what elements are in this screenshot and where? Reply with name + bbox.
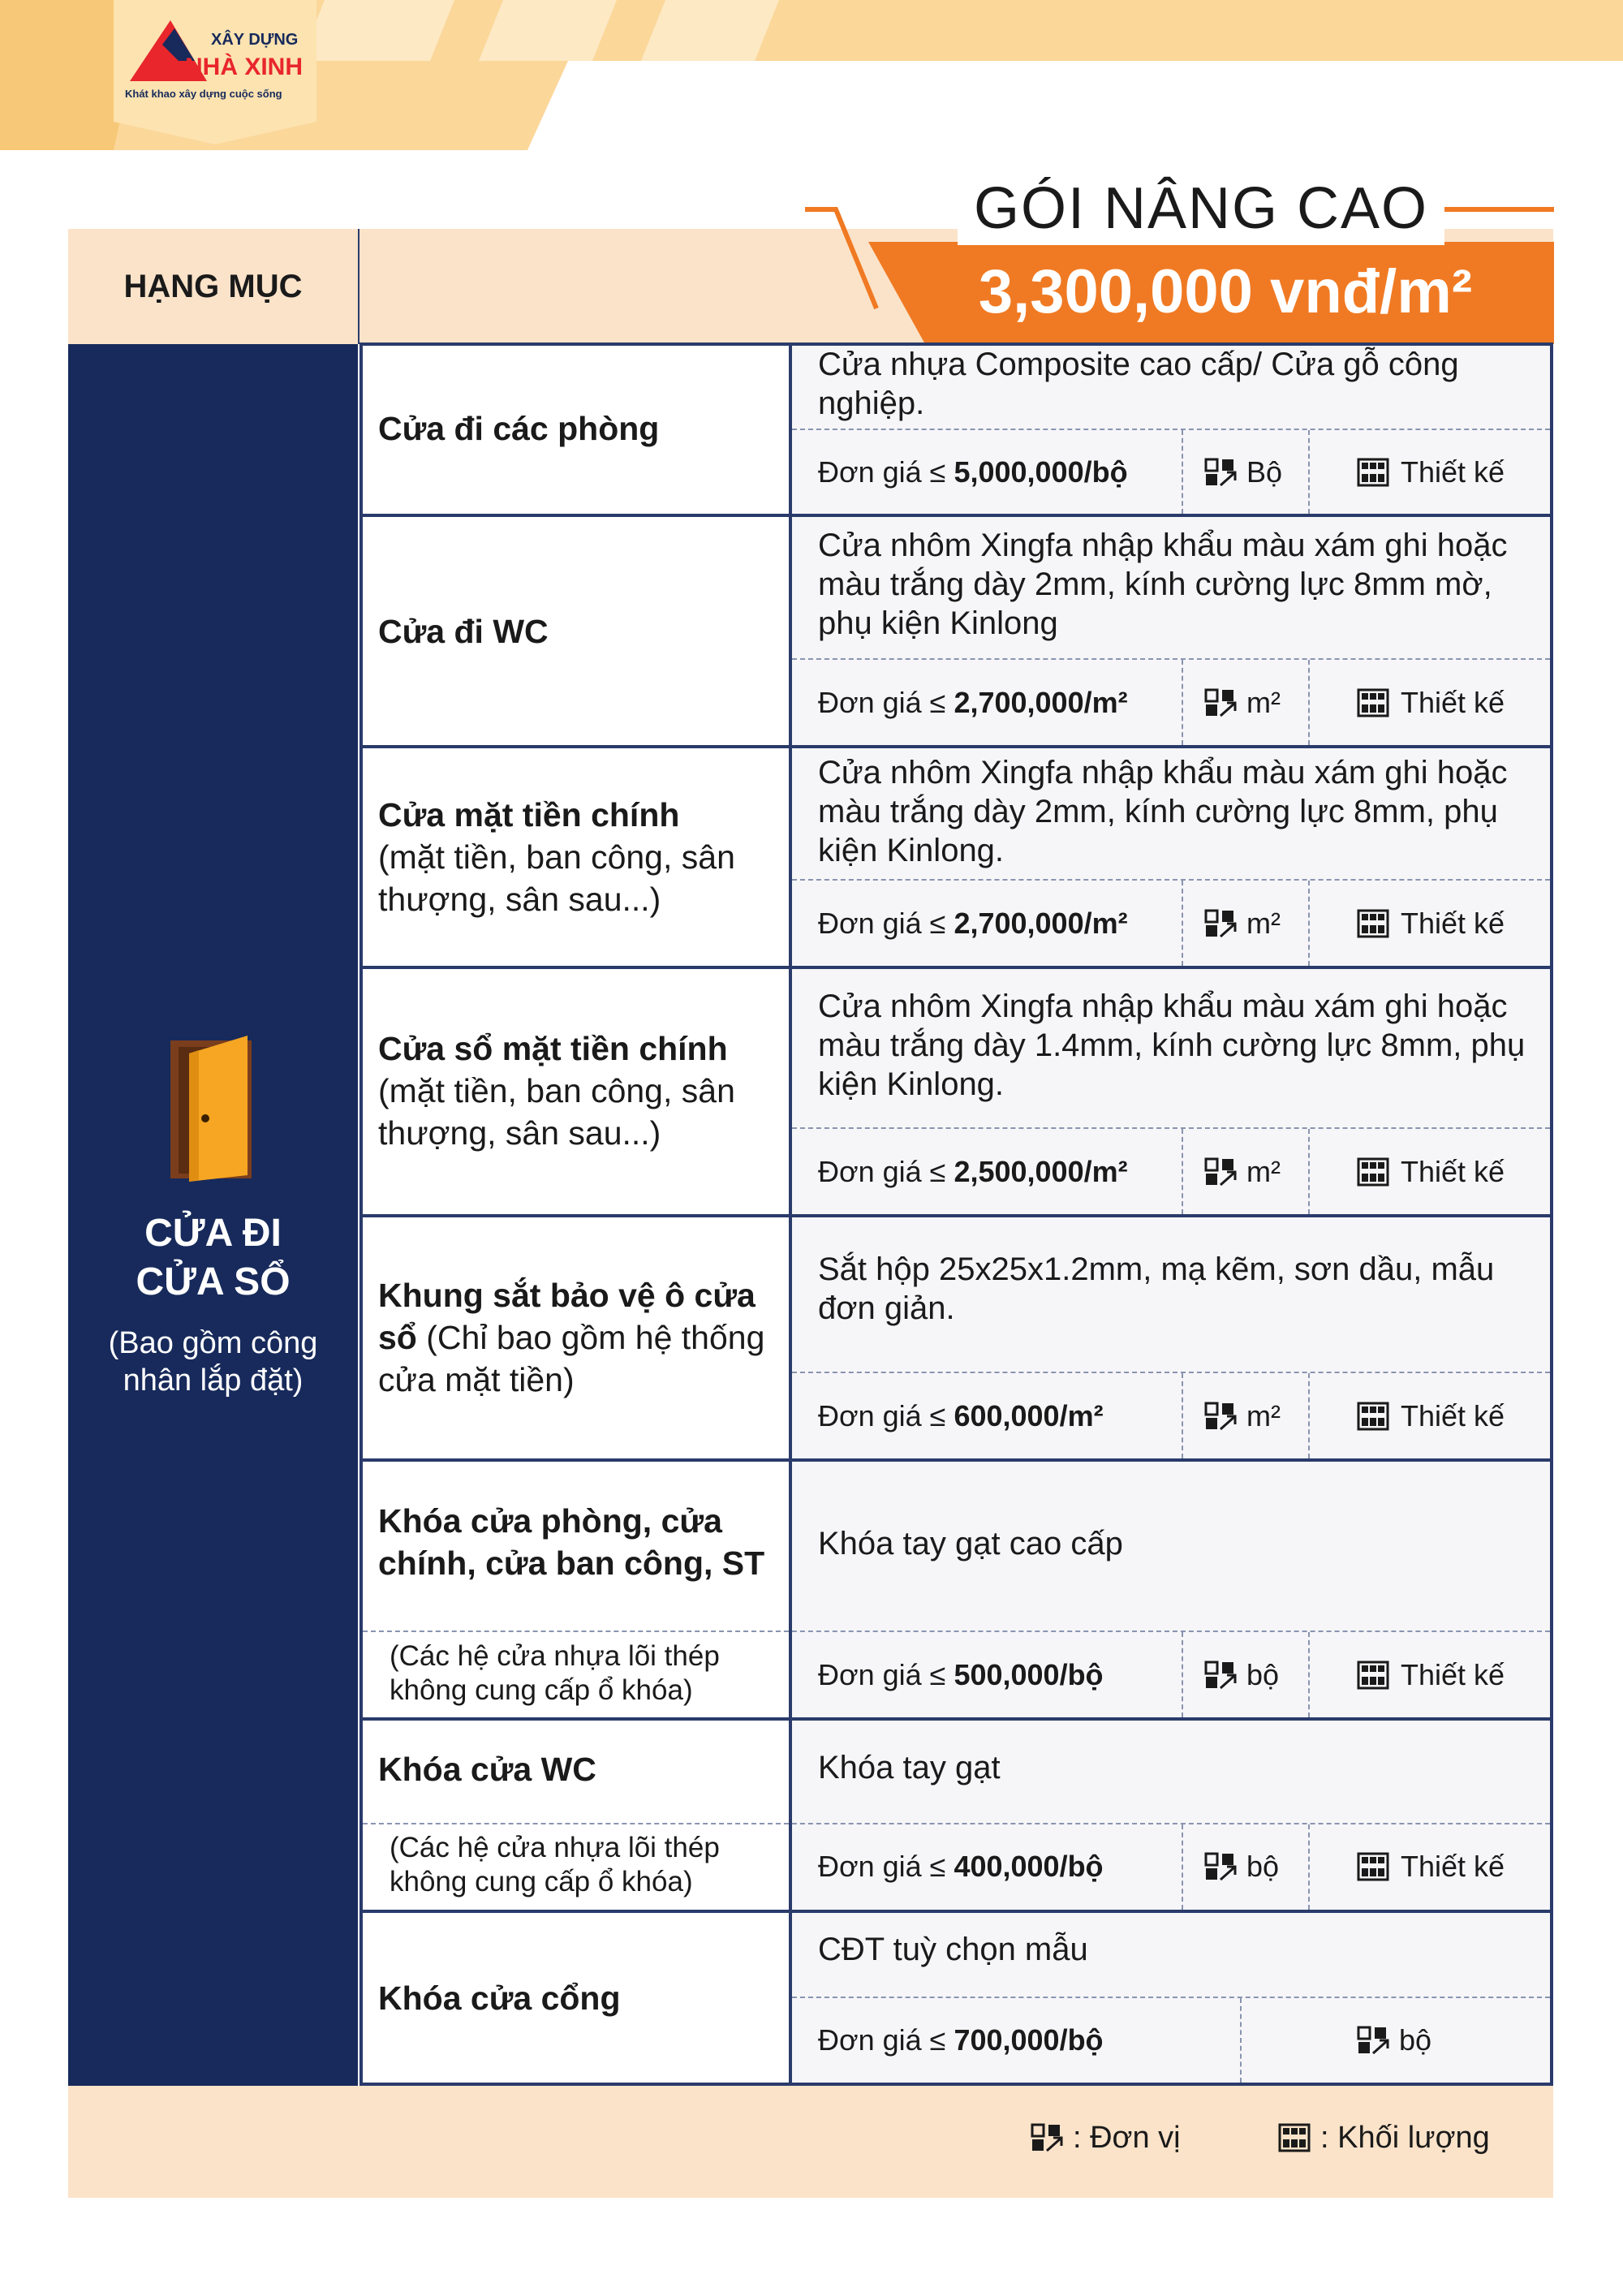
row-unit: bộ [1204,1849,1318,1885]
unit-icon [1204,1402,1237,1431]
row-item: Cửa sổ mặt tiền chính (mặt tiền, ban công, sân thượng, sân sau...) [378,1030,735,1152]
brand-slogan: Khát khao xây dựng cuộc sống [125,88,282,100]
sub-row-line [792,429,1550,430]
sub-row-line [792,1372,1550,1373]
sidebar-title: CỬA ĐI CỬA SỔ [136,1212,291,1303]
row-price: Đơn giá ≤ 2,500,000/m² [818,1155,1128,1188]
row-line [359,1458,1553,1462]
row-unit: Bộ [1204,454,1318,490]
unit-icon [1204,909,1237,938]
row-description: Khóa tay gạt cao cấp [818,1526,1123,1562]
unit-icon [1031,2123,1063,2152]
unit-icon [1204,458,1237,487]
unit-separator [1182,881,1183,966]
unit-separator [1182,430,1183,514]
row-description: Cửa nhựa Composite cao cấp/ Cửa gỗ công nghiệp. [818,347,1459,421]
row-price: Đơn giá ≤ 400,000/bộ [818,1850,1104,1883]
sub-row-line [792,658,1550,660]
volume-icon [1278,2123,1311,2152]
row-description: CĐT tuỳ chọn mẫu [818,1932,1088,1967]
unit-separator [1182,660,1183,745]
col-line [359,344,363,2086]
col-line [789,344,792,2086]
unit-separator [1182,1824,1183,1910]
row-price: Đơn giá ≤ 600,000/m² [818,1399,1104,1432]
category-header: HẠNG MỤC [123,268,303,304]
row-volume: Thiết kế [1357,1849,1535,1885]
row-unit: m² [1204,685,1318,721]
col-line [1550,344,1553,2086]
package-name: GÓI NÂNG CAO [958,172,1444,245]
door-icon [166,1031,260,1185]
row-unit: bộ [1357,2022,1470,2058]
row-item: Khung sắt bảo vệ ô cửa sổ (Chỉ bao gồm hệ thống cửa mặt tiền) [378,1277,765,1398]
row-volume: Thiết kế [1357,906,1535,941]
volume-icon [1357,688,1389,717]
row-price: Đơn giá ≤ 700,000/bộ [818,2023,1104,2057]
row-item: Cửa đi các phòng [378,410,660,447]
row-item: Khóa cửa phòng, cửa chính, cửa ban công, ST [378,1502,765,1582]
volume-icon [1357,1661,1389,1690]
row-note: (Các hệ cửa nhựa lõi thép không cung cấp ổ khóa) [390,1832,720,1898]
unit-icon [1204,688,1237,717]
header-divider [358,229,359,344]
sub-row-line [363,1823,1550,1824]
brand-line2: NHÀ XINH [185,54,304,80]
row-price: Đơn giá ≤ 500,000/bộ [818,1658,1104,1691]
unit-icon [1357,2026,1389,2055]
row-unit: m² [1204,1154,1318,1190]
unit-separator [1182,1632,1183,1717]
brand-line1: XÂY DỰNG [211,31,299,49]
row-description: Khóa tay gạt [818,1750,1001,1786]
unit-separator [1182,1129,1183,1214]
volume-icon [1357,909,1389,938]
sub-row-line [363,1630,1550,1632]
row-line [359,1214,1553,1217]
row-line [359,1910,1553,1913]
row-price: Đơn giá ≤ 5,000,000/bộ [818,455,1128,489]
row-price: Đơn giá ≤ 2,700,000/m² [818,686,1128,719]
row-volume: Thiết kế [1357,1398,1535,1434]
row-item: Khóa cửa WC [378,1751,596,1788]
sub-row-line [792,1997,1550,1998]
unit-icon [1204,1852,1237,1881]
sub-row-line [792,879,1550,881]
row-volume: Thiết kế [1357,685,1535,721]
legend-volume: : Khối lượng [1278,2118,1490,2157]
row-line [359,966,1553,969]
row-note: (Các hệ cửa nhựa lõi thép không cung cấp ổ khóa) [390,1640,720,1706]
sub-row-line [792,1127,1550,1129]
brand-logo [114,0,316,144]
row-unit: m² [1204,1398,1318,1434]
row-unit: bộ [1204,1657,1318,1693]
row-description: Sắt hộp 25x25x1.2mm, mạ kẽm, sơn dầu, mẫu đơn giản. [818,1251,1495,1326]
row-line [359,745,1553,748]
volume-icon [1357,458,1389,487]
row-description: Cửa nhôm Xingfa nhập khẩu màu xám ghi hoặc màu trắng dày 2mm, kính cường lực 8mm, phụ kiện Kinlong. [818,755,1508,868]
volume-icon [1357,1157,1389,1187]
legend-unit: : Đơn vị [1031,2118,1181,2157]
row-item: Khóa cửa cổng [378,1979,621,2017]
volume-icon [1357,1852,1389,1881]
row-description: Cửa nhôm Xingfa nhập khẩu màu xám ghi hoặc màu trắng dày 2mm, kính cường lực 8mm mờ, phụ kiện Kinlong [818,528,1508,641]
row-unit: m² [1204,906,1318,941]
row-line [359,514,1553,517]
row-description: Cửa nhôm Xingfa nhập khẩu màu xám ghi hoặc màu trắng dày 1.4mm, kính cường lực 8mm, phụ kiện Kinlong. [818,989,1526,1102]
row-item: Cửa đi WC [378,613,549,650]
row-price: Đơn giá ≤ 2,700,000/m² [818,907,1128,940]
row-line [359,1717,1553,1721]
volume-icon [1357,1402,1389,1431]
unit-icon [1204,1157,1237,1187]
row-volume: Thiết kế [1357,1154,1535,1190]
unit-separator [1240,1998,1242,2083]
row-volume: Thiết kế [1357,454,1535,490]
package-price: 3,300,000 vnđ/m² [978,257,1473,326]
sidebar-subtitle: (Bao gồm công nhân lắp đặt) [108,1326,318,1398]
unit-separator [1182,1373,1183,1458]
unit-icon [1204,1661,1237,1690]
row-item: Cửa mặt tiền chính (mặt tiền, ban công, sân thượng, sân sau...) [378,796,735,918]
row-volume: Thiết kế [1357,1657,1535,1693]
